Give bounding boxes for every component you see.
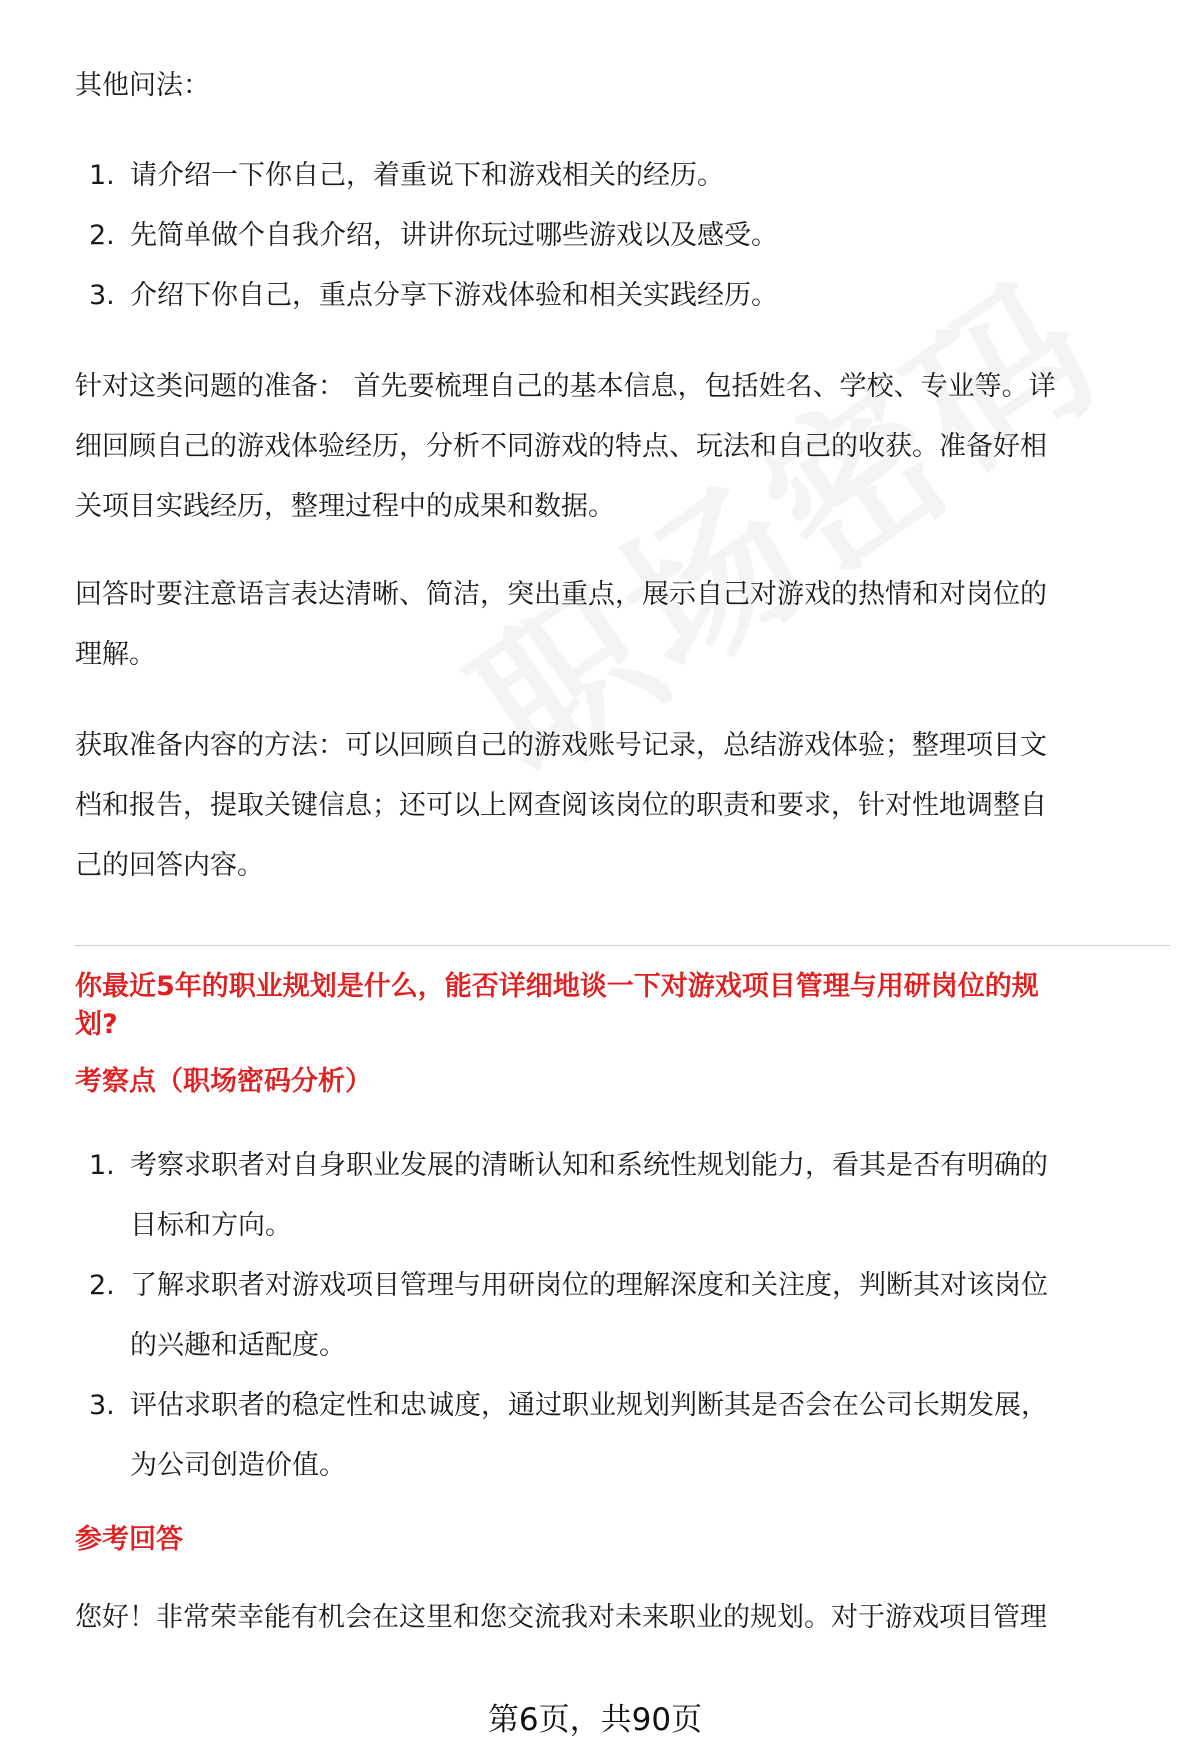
list-item-line: 的兴趣和适配度。 <box>130 1330 346 1361</box>
alt-questions-heading: 其他问法： <box>75 70 210 101</box>
paragraph-line: 己的回答内容。 <box>75 850 264 881</box>
list-number: 2. <box>89 1270 115 1301</box>
section-divider <box>75 945 1170 946</box>
analysis-list <box>75 1136 1170 1496</box>
preparation-paragraph <box>75 357 1170 537</box>
paragraph-line: 理解。 <box>75 639 156 670</box>
paragraph-line: 回答时要注意语言表达清晰、简洁，突出重点，展示自己对游戏的热情和对岗位的 <box>75 579 1047 610</box>
list-item <box>75 1136 1170 1256</box>
question-title-line: 划? <box>75 1009 118 1040</box>
analysis-label: 考察点（职场密码分析） <box>75 1066 372 1097</box>
list-item-text: 先简单做个自我介绍，讲讲你玩过哪些游戏以及感受。 <box>130 220 778 251</box>
list-item <box>75 146 1170 206</box>
document-page <box>75 0 1170 1755</box>
paragraph-line: 获取准备内容的方法：可以回顾自己的游戏账号记录，总结游戏体验；整理项目文 <box>75 730 1047 761</box>
paragraph-line: 针对这类问题的准备： 首先要梳理自己的基本信息，包括姓名、学校、专业等。详 <box>75 371 1056 402</box>
paragraph-line: 细回顾自己的游戏体验经历，分析不同游戏的特点、玩法和自己的收获。准备好相 <box>75 431 1047 462</box>
method-paragraph <box>75 716 1170 896</box>
list-item <box>75 1376 1170 1496</box>
question-title <box>75 968 1170 1044</box>
page-number: 第6页，共90页 <box>487 1702 703 1738</box>
list-item <box>75 206 1170 266</box>
list-item-line: 考察求职者对自身职业发展的清晰认知和系统性规划能力，看其是否有明确的 <box>130 1150 1048 1181</box>
alt-questions-list <box>75 146 1170 326</box>
list-item-line: 为公司创造价值。 <box>130 1450 346 1481</box>
list-number: 3. <box>89 280 115 311</box>
list-item-line: 了解求职者对游戏项目管理与用研岗位的理解深度和关注度，判断其对该岗位 <box>130 1270 1048 1301</box>
paragraph-line: 关项目实践经历，整理过程中的成果和数据。 <box>75 491 615 522</box>
question-title-line: 你最近5年的职业规划是什么，能否详细地谈一下对游戏项目管理与用研岗位的规 <box>75 971 1039 1002</box>
list-number: 2. <box>89 220 115 251</box>
reference-answer-text: 您好！非常荣幸能有机会在这里和您交流我对未来职业的规划。对于游戏项目管理 <box>75 1602 1047 1633</box>
list-item-text: 介绍下你自己，重点分享下游戏体验和相关实践经历。 <box>130 280 778 311</box>
reference-answer-label: 参考回答 <box>75 1524 183 1555</box>
list-item-line: 目标和方向。 <box>130 1210 292 1241</box>
list-item-text: 请介绍一下你自己，着重说下和游戏相关的经历。 <box>130 160 724 191</box>
list-item-line: 评估求职者的稳定性和忠诚度，通过职业规划判断其是否会在公司长期发展， <box>130 1390 1048 1421</box>
list-number: 1. <box>89 1150 115 1181</box>
list-item <box>75 1256 1170 1376</box>
list-number: 1. <box>89 160 115 191</box>
list-item <box>75 266 1170 326</box>
answer-tip-paragraph <box>75 565 1170 685</box>
list-number: 3. <box>89 1390 115 1421</box>
paragraph-line: 档和报告，提取关键信息；还可以上网查阅该岗位的职责和要求，针对性地调整自 <box>75 790 1047 821</box>
